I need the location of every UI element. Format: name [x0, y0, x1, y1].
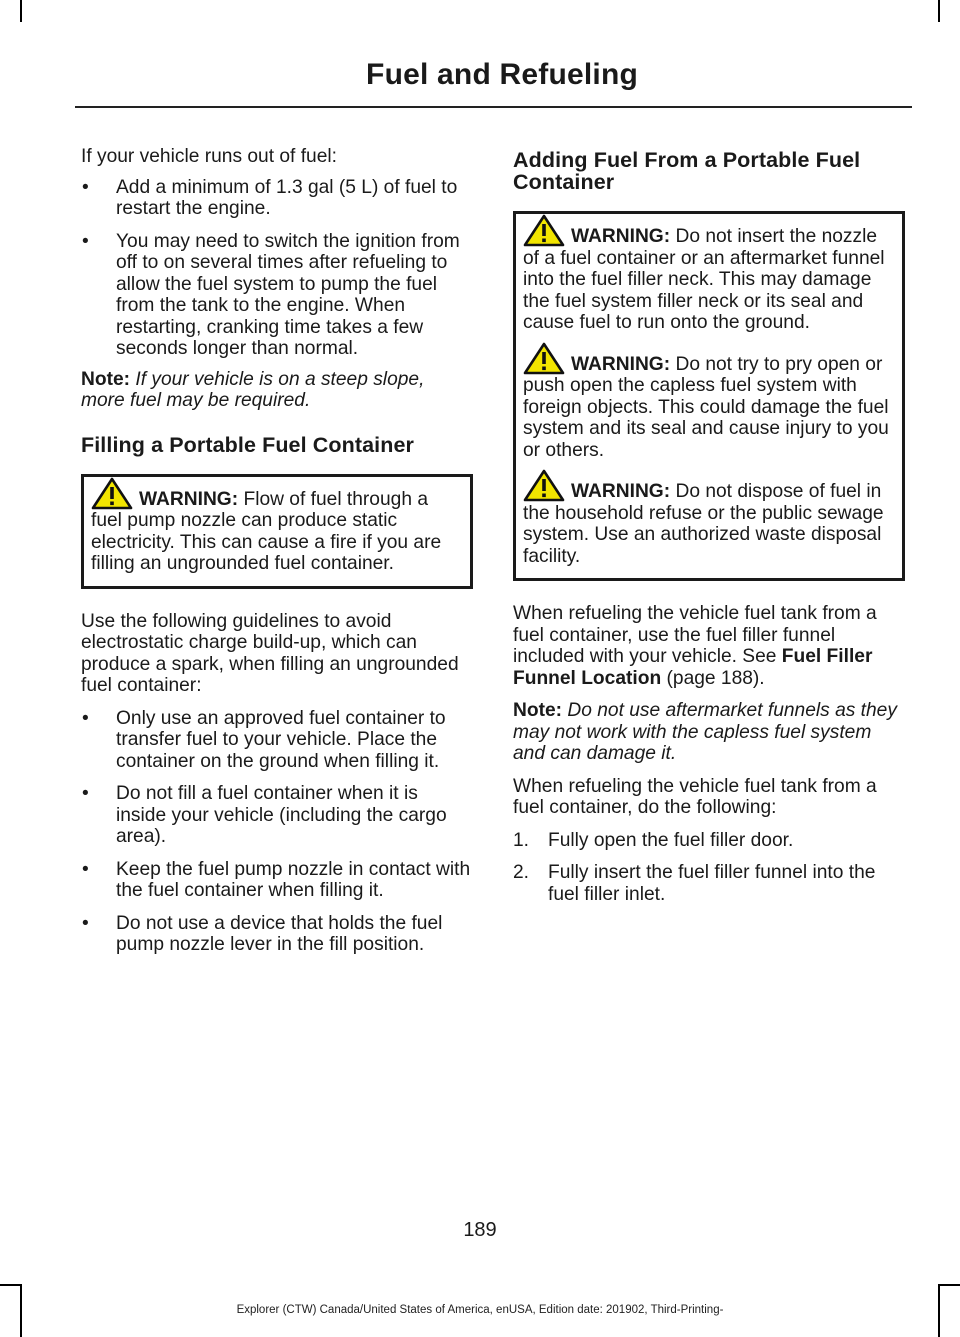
note-text: Do not use aftermarket funnels as they may not work with the capless fuel system and can damage it. — [513, 700, 897, 764]
list-item: 1. Fully open the fuel filler door. — [513, 829, 794, 851]
warning-text: Do not try to pry open or push open the capless fuel system with foreign objects. This could damage the fuel system and its seal and cause injury to you or others. — [523, 353, 889, 461]
crop-mark-bottom-right — [940, 1284, 960, 1286]
list-item: • Add a minimum of 1.3 gal (5 L) of fuel to restart the engine. — [82, 176, 458, 219]
guidelines-intro: Use the following guidelines to avoid electrostatic charge build-up, which can produce a spark, when filling an ungrounded fuel container: — [81, 610, 459, 696]
bullet-marker: • — [82, 912, 89, 934]
refuel-steps-intro: When refueling the vehicle fuel tank from a fuel container, do the following: — [513, 775, 877, 818]
warning-nozzle — [523, 226, 895, 334]
list-item: • Keep the fuel pump nozzle in contact with the fuel container when filling it. — [82, 858, 471, 901]
warning-box — [81, 474, 473, 589]
list-item: 2. Fully insert the fuel filler funnel into the fuel filler inlet. — [513, 862, 876, 905]
warning-text: Do not dispose of fuel in the household refuse or the public sewage system. Use an authorized waste disposal facility. — [523, 481, 884, 567]
note-steep-slope — [81, 369, 473, 412]
warning-triangle-icon — [523, 342, 565, 375]
footer-edition-info: Explorer (CTW) Canada/United States of America, enUSA, Edition date: 201902, Third-Printing- — [236, 1304, 724, 1316]
warning-label: WARNING: — [139, 488, 239, 510]
left-column — [81, 146, 473, 967]
step-number: 1. — [513, 829, 530, 851]
warning-box — [513, 211, 905, 581]
bullet-marker: • — [82, 176, 89, 198]
header-rule — [75, 106, 912, 108]
right-column — [513, 146, 905, 916]
warning-label: WARNING: — [571, 481, 671, 502]
crop-mark-top-right — [938, 0, 940, 22]
list-item: • Do not use a device that holds the fuel pump nozzle lever in the fill position. — [82, 912, 443, 955]
warning-text: Flow of fuel through a fuel pump nozzle can produce static electricity. This can cause a fire if you are filling an ungrounded fuel container. — [91, 488, 442, 574]
warning-text: Do not insert the nozzle of a fuel container or an aftermarket funnel into the fuel filler neck. This may damage the fuel system filler neck or its seal and cause fuel to run onto the ground. — [523, 226, 885, 333]
note-aftermarket-funnels — [513, 700, 905, 765]
warning-triangle-icon — [523, 469, 565, 502]
crop-mark-bottom-left — [0, 1284, 20, 1286]
page-number: 189 — [463, 1219, 497, 1241]
refuel-steps-list — [513, 830, 905, 906]
heading-adding-fuel: Adding Fuel From a Portable Fuel Container — [513, 148, 861, 194]
warning-triangle-icon — [523, 214, 565, 247]
list-item: • Do not fill a fuel container when it is inside your vehicle (including the cargo area). — [82, 783, 447, 847]
warning-label: WARNING: — [571, 353, 671, 375]
heading-filling-container: Filling a Portable Fuel Container — [81, 432, 415, 457]
warning-label: WARNING: — [571, 226, 671, 247]
note-label: Note: — [513, 700, 563, 721]
list-item: • Only use an approved fuel container to transfer fuel to your vehicle. Place the container on the ground when filling it. — [82, 707, 446, 772]
warning-triangle-icon — [91, 477, 133, 510]
crop-mark-top-left — [20, 0, 22, 22]
out-of-fuel-intro: If your vehicle runs out of fuel: — [81, 146, 337, 167]
bullet-marker: • — [82, 230, 89, 252]
warning-pry-open — [523, 354, 895, 462]
note-label: Note: — [81, 368, 131, 390]
warning-dispose — [523, 481, 895, 567]
bullet-marker: • — [82, 783, 89, 804]
bullet-marker: • — [82, 707, 89, 729]
bullet-marker: • — [82, 858, 89, 880]
list-item: • You may need to switch the ignition from off to on several times after refueling to allow the fuel system to pump the fuel from the tank to the engine. When restarting, cranking time takes a few seconds longer than normal. — [82, 230, 460, 359]
out-of-fuel-list — [81, 177, 473, 360]
warning-static-electricity — [91, 489, 463, 575]
fuel-filler-funnel-link[interactable]: Fuel Filler Funnel Location — [513, 646, 873, 689]
section-title: Fuel and Refueling — [366, 58, 638, 91]
step-number: 2. — [513, 862, 530, 883]
note-text: If your vehicle is on a steep slope, more fuel may be required. — [81, 368, 425, 411]
guidelines-list — [81, 708, 473, 956]
funnel-paragraph: When refueling the vehicle fuel tank from a fuel container, use the fuel filler funnel included with your vehicle. See Fuel Filler Funnel Location (page 188). — [513, 603, 877, 689]
